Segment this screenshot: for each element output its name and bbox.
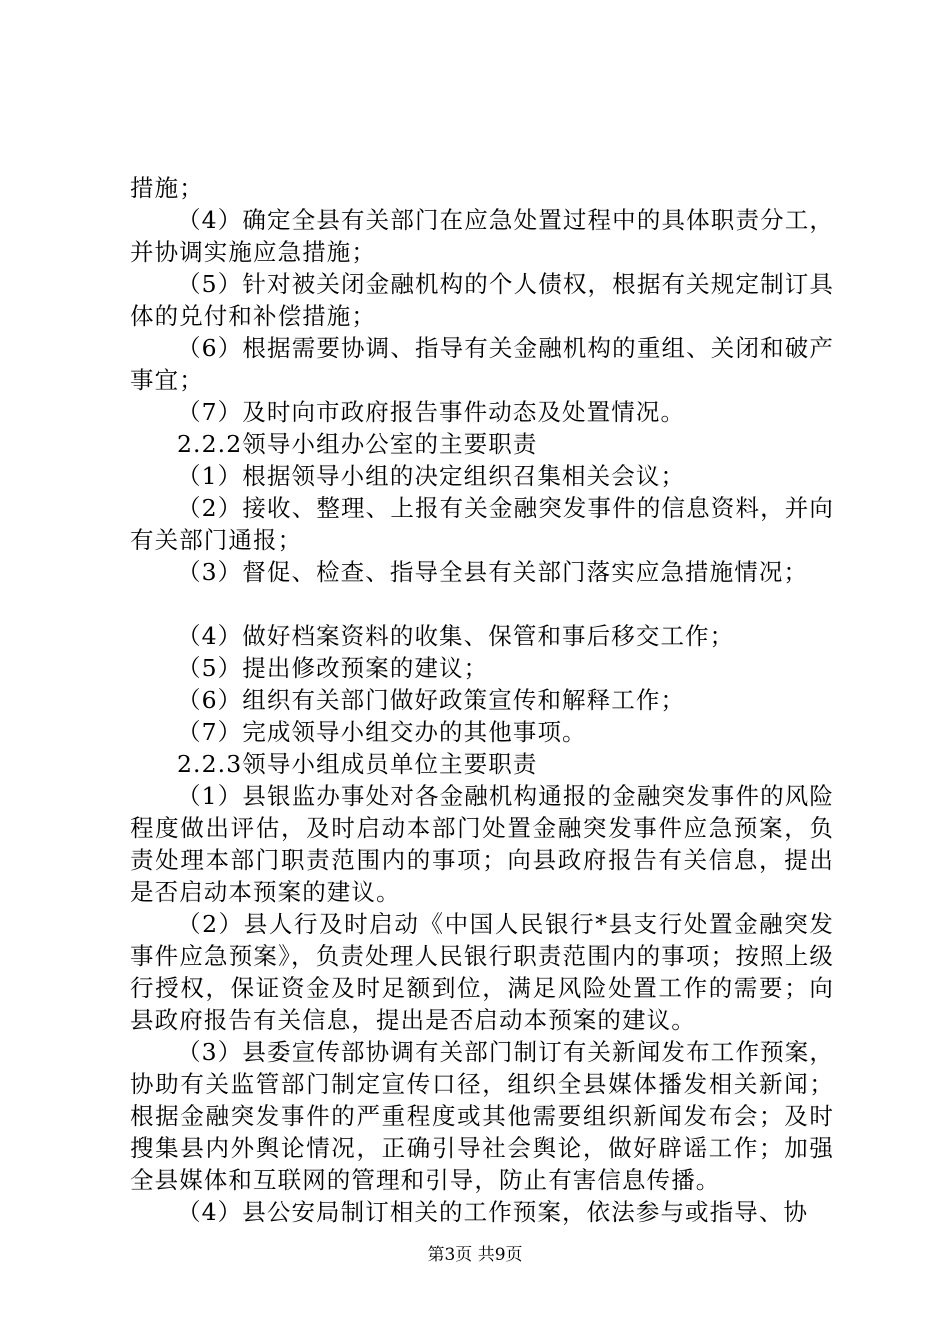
- paragraph: 2.2.3领导小组成员单位主要职责: [177, 750, 538, 778]
- paragraph: （1）根据领导小组的决定组织召集相关会议；: [177, 462, 686, 490]
- paragraph: （4）县公安局制订相关的工作预案，依法参与或指导、协: [177, 1198, 809, 1226]
- paragraph: （2）县人行及时启动《中国人民银行*县支行处置金融突发事件应急预案》，负责处理人民银行职责范围内的事项；按照上级行授权，保证资金及时足额到位，满足风险处置工作的需要；向县政府报告有关信息，提出是否启动本预案的建议。: [130, 910, 834, 1034]
- document-body: [130, 172, 834, 1228]
- paragraph: （1）县银监办事处对各金融机构通报的金融突发事件的风险程度做出评估，及时启动本部门处置金融突发事件应急预案，负责处理本部门职责范围内的事项；向县政府报告有关信息，提出是否启动本预案的建议。: [130, 782, 834, 906]
- paragraph: （2）接收、整理、上报有关金融突发事件的信息资料，并向有关部门通报；: [130, 494, 834, 554]
- page-footer: 第3页 共9页: [427, 1245, 523, 1265]
- paragraph: （4）确定全县有关部门在应急处置过程中的具体职责分工，并协调实施应急措施；: [130, 206, 834, 266]
- paragraph: 2.2.2领导小组办公室的主要职责: [177, 430, 538, 458]
- paragraph-spacer: [130, 588, 834, 620]
- paragraph: （4）做好档案资料的收集、保管和事后移交工作；: [177, 622, 735, 650]
- paragraph: （6）根据需要协调、指导有关金融机构的重组、关闭和破产事宜；: [130, 334, 834, 394]
- paragraph: 措施；: [130, 174, 204, 202]
- paragraph: （5）提出修改预案的建议；: [177, 654, 489, 682]
- paragraph: （5）针对被关闭金融机构的个人债权，根据有关规定制订具体的兑付和补偿措施；: [130, 270, 834, 330]
- paragraph: （7）完成领导小组交办的其他事项。: [177, 718, 587, 746]
- paragraph: （3）县委宣传部协调有关部门制订有关新闻发布工作预案，协助有关监管部门制定宣传口径，组织全县媒体播发相关新闻；根据金融突发事件的严重程度或其他需要组织新闻发布会；及时搜集县内外舆论情况，正确引导社会舆论，做好辟谣工作；加强全县媒体和互联网的管理和引导，防止有害信息传播。: [130, 1038, 834, 1194]
- paragraph: （7）及时向市政府报告事件动态及处置情况。: [177, 398, 686, 426]
- paragraph: （3）督促、检查、指导全县有关部门落实应急措施情况；: [177, 558, 809, 586]
- paragraph: （6）组织有关部门做好政策宣传和解释工作；: [177, 686, 686, 714]
